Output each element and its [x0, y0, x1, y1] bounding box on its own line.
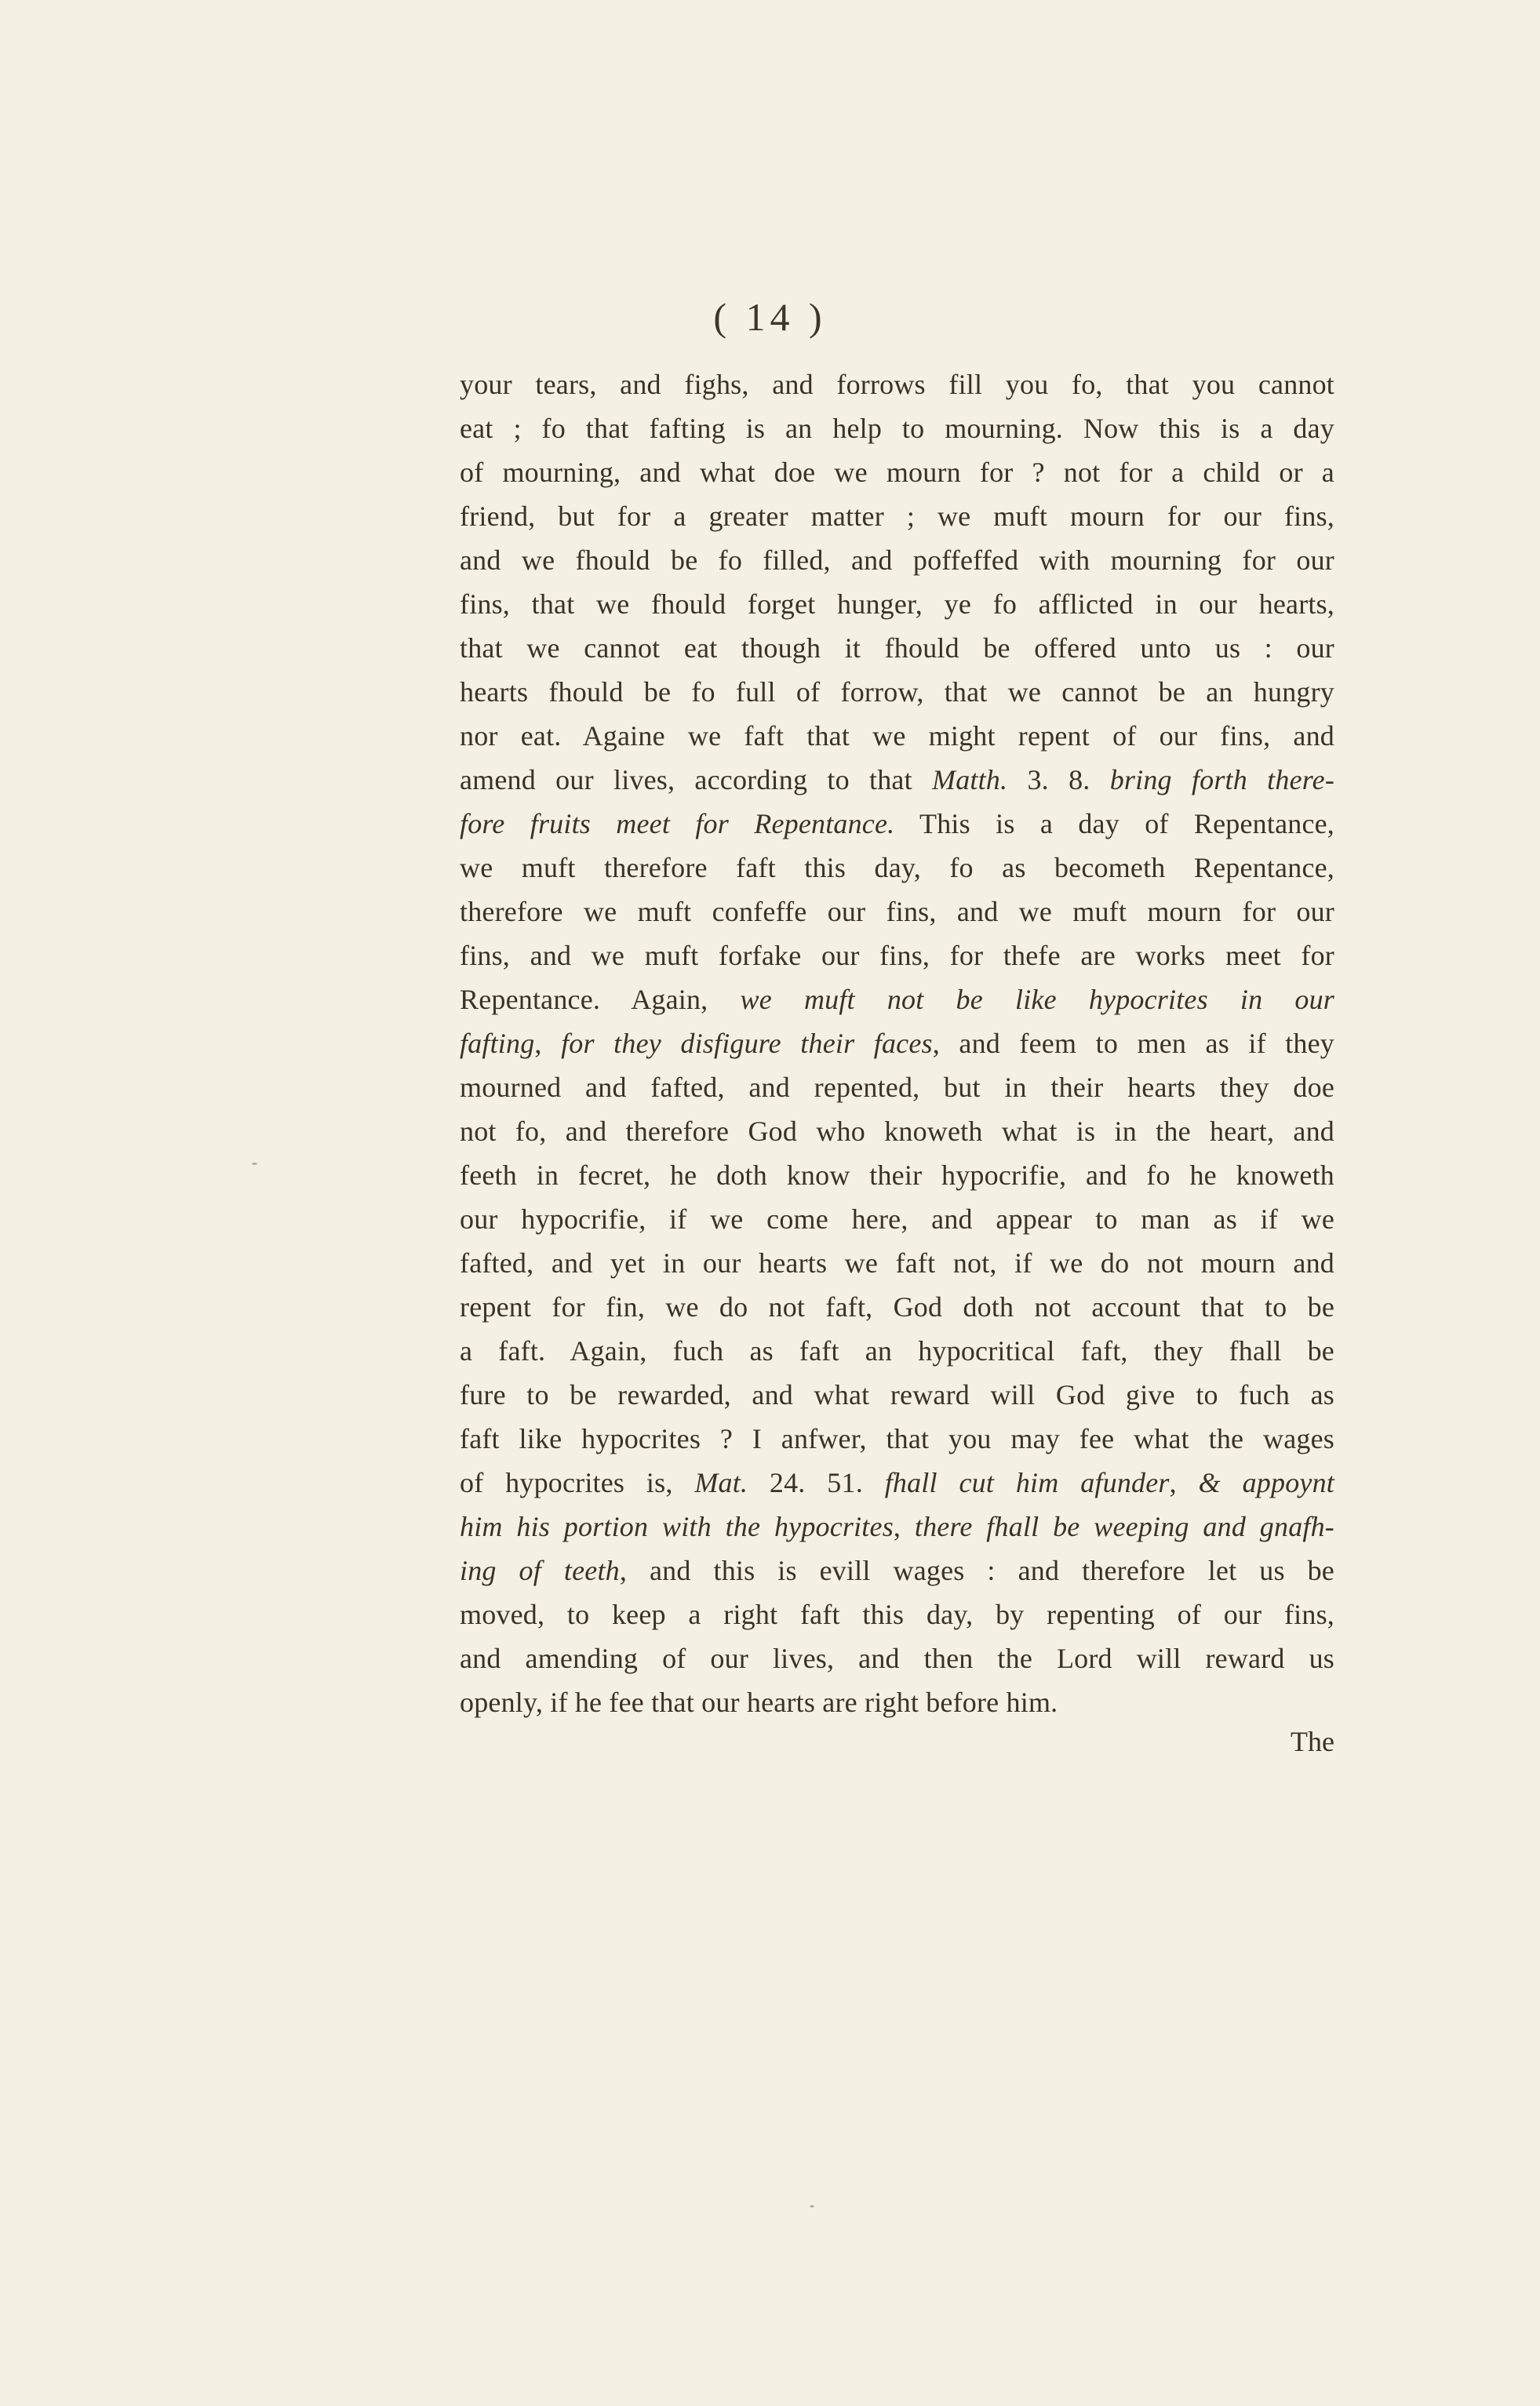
- text-segment: Repentance. Again,: [460, 984, 741, 1015]
- text-line: [460, 1109, 1334, 1153]
- text-line: [460, 846, 1334, 890]
- text-line: [460, 494, 1334, 538]
- text-segment: amend our lives, according to that: [460, 764, 933, 795]
- text-line: [460, 406, 1334, 450]
- text-segment: and amending of our lives, and then the Lord will reward us: [460, 1643, 1334, 1674]
- paper-speck: [810, 2205, 814, 2208]
- text-line: [460, 1461, 1334, 1505]
- text-line: [460, 362, 1334, 406]
- italic-segment: Mat.: [694, 1467, 748, 1498]
- text-segment: , and feem to men as if they: [932, 1028, 1335, 1059]
- catchword: The: [1291, 1726, 1334, 1757]
- text-line: [460, 1153, 1334, 1197]
- italic-segment: him his portion with the hypocrites: [460, 1511, 894, 1542]
- text-line: [460, 1592, 1334, 1636]
- text-segment: eat ; fo that fafting is an help to mourning. Now this is a day: [460, 413, 1334, 444]
- text-line: [460, 977, 1334, 1021]
- text-line: [460, 1241, 1334, 1285]
- text-line: [460, 1021, 1334, 1065]
- text-line: [460, 670, 1334, 714]
- text-segment: and we fhould be fo filled, and poffeffed with mourning for our: [460, 544, 1334, 576]
- italic-segment: we muft not be like hypocrites in our: [740, 984, 1334, 1015]
- text-line: [460, 1636, 1334, 1680]
- text-line: [460, 1505, 1334, 1549]
- text-segment: moved, to keep a right faft this day, by repenting of our fins,: [460, 1599, 1334, 1630]
- text-line: [460, 1197, 1334, 1241]
- text-line: [460, 582, 1334, 626]
- text-segment: fafted, and yet in our hearts we faft not, if we do not mourn and: [460, 1247, 1334, 1279]
- text-segment: fins, that we fhould forget hunger, ye fo afflicted in our hearts,: [460, 588, 1334, 620]
- text-segment: feeth in fecret, he doth know their hypocrifie, and fo he knoweth: [460, 1159, 1334, 1191]
- text-segment: your tears, and fighs, and forrows fill you fo, that you cannot: [460, 369, 1334, 400]
- text-line: [460, 1065, 1334, 1109]
- text-line: [460, 538, 1334, 582]
- italic-segment: for they disfigure their faces: [561, 1028, 933, 1059]
- text-segment: mourned and fafted, and repented, but in their hearts they doe: [460, 1072, 1334, 1103]
- text-line: [460, 714, 1334, 758]
- paper-speck: [252, 1163, 257, 1165]
- text-line: [460, 626, 1334, 670]
- text-segment: of mourning, and what doe we mourn for ? not for a child or a: [460, 457, 1334, 488]
- italic-segment: bring forth there-: [1109, 764, 1335, 795]
- text-segment: a faft. Again, fuch as faft an hypocritical faft, they fhall be: [460, 1335, 1334, 1367]
- text-segment: 3. 8.: [1007, 764, 1110, 795]
- body-text: [460, 362, 1334, 1724]
- italic-segment: fafting: [460, 1028, 535, 1059]
- text-segment: fins, and we muft forfake our fins, for thefe are works meet for: [460, 940, 1334, 971]
- text-segment: repent for fin, we do not faft, God doth not account that to be: [460, 1291, 1334, 1323]
- text-segment: 24. 51.: [748, 1467, 885, 1498]
- page-number: ( 14 ): [713, 295, 827, 339]
- text-segment: friend, but for a greater matter ; we muft mourn for our fins,: [460, 500, 1334, 532]
- text-line: [460, 450, 1334, 494]
- text-segment: that we cannot eat though it fhould be offered unto us : our: [460, 632, 1334, 664]
- text-segment: openly, if he fee that our hearts are right before him.: [460, 1687, 1058, 1718]
- text-segment: therefore we muft confeffe our fins, and we muft mourn for our: [460, 896, 1334, 927]
- text-segment: we muft therefore faft this day, fo as becometh Repentance,: [460, 852, 1334, 883]
- text-line: [460, 1373, 1334, 1417]
- text-segment: fure to be rewarded, and what reward will God give to fuch as: [460, 1379, 1334, 1410]
- text-segment: hearts fhould be fo full of forrow, that we cannot be an hungry: [460, 676, 1334, 708]
- text-segment: of hypocrites is,: [460, 1467, 695, 1498]
- italic-segment: ing of teeth: [460, 1555, 620, 1586]
- text-line: [460, 934, 1334, 977]
- text-line: [460, 1329, 1334, 1373]
- text-line: [460, 1549, 1334, 1592]
- text-line: [460, 890, 1334, 934]
- text-line: [460, 1285, 1334, 1329]
- text-segment: ,: [1169, 1467, 1199, 1498]
- italic-segment: & appoynt: [1198, 1467, 1334, 1498]
- text-line: [460, 758, 1334, 802]
- italic-segment: fore fruits meet for Repentance.: [460, 808, 895, 839]
- text-segment: , and this is evill wages : and therefore let us be: [619, 1555, 1334, 1586]
- text-segment: This is a day of Repentance,: [894, 808, 1334, 839]
- italic-segment: there fhall be weeping and gnafh-: [914, 1511, 1334, 1542]
- text-segment: nor eat. Againe we faft that we might repent of our fins, and: [460, 720, 1334, 752]
- text-segment: faft like hypocrites ? I anfwer, that you may fee what the wages: [460, 1423, 1334, 1454]
- text-line: [460, 802, 1334, 846]
- italic-segment: fhall cut him afunder: [884, 1467, 1170, 1498]
- italic-segment: Matth.: [932, 764, 1008, 795]
- text-line: [460, 1680, 1334, 1724]
- text-segment: our hypocrifie, if we come here, and appear to man as if we: [460, 1203, 1334, 1235]
- text-segment: ,: [893, 1511, 915, 1542]
- text-segment: ,: [534, 1028, 562, 1059]
- text-line: [460, 1417, 1334, 1461]
- text-segment: not fo, and therefore God who knoweth what is in the heart, and: [460, 1116, 1334, 1147]
